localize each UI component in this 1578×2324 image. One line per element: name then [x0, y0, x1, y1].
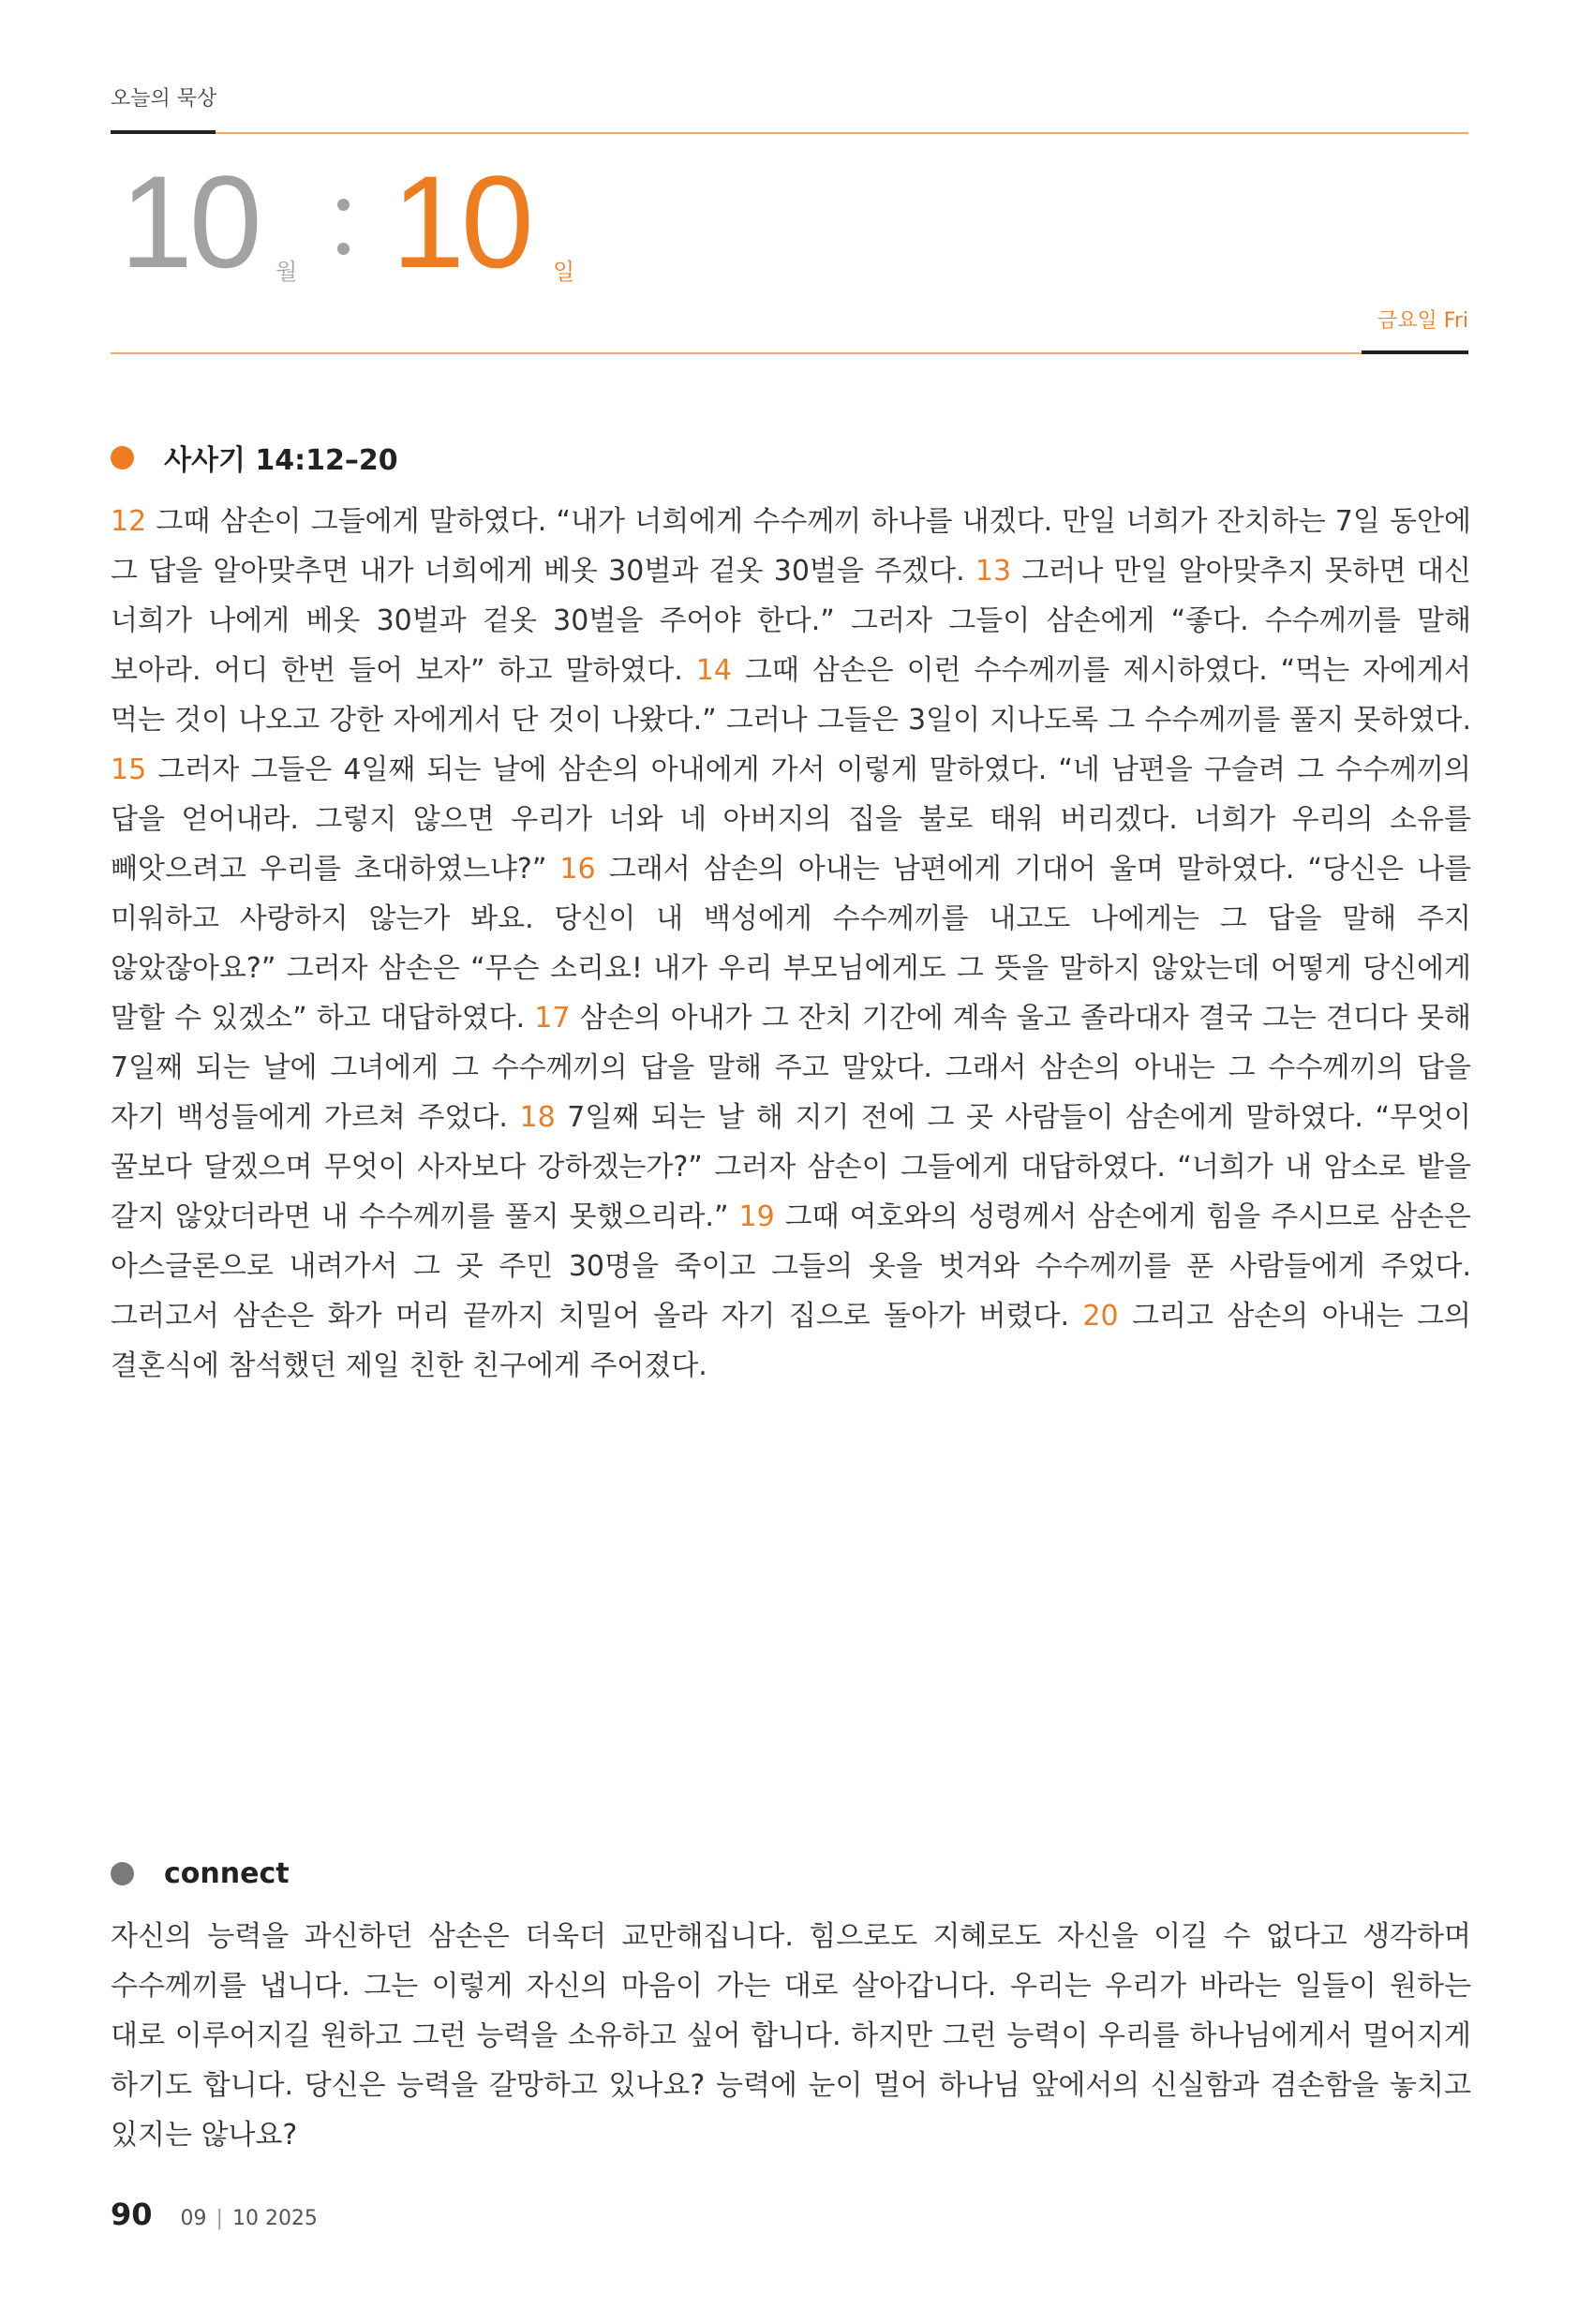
verse-text: 그러나 만일 알아맞추지 못하면 대신 너희가 나에게 베옷 30벌과 겉옷 30벌을 주어야 한다.” 그러자 그들이 삼손에게 “좋다. 수수께끼를 말해 보아라. 어디 한번 들어 보자” 하고 말하였다. — [111, 555, 1471, 687]
month-number: 10 — [120, 148, 259, 295]
verse-number: 16 — [559, 853, 596, 886]
passage-text — [111, 497, 1471, 1391]
header-top-rule-accent — [111, 130, 216, 134]
verse-number: 12 — [111, 505, 147, 538]
verse-text: 그때 삼손이 그들에게 말하였다. “내가 너희에게 수수께끼 하나를 내겠다. 만일 너희가 잔치하는 7일 동안에 그 답을 알아맞추면 내가 너희에게 베옷 30벌과 겉옷 30벌을 주겠다. — [111, 505, 1471, 588]
page-number: 90 — [111, 2197, 153, 2232]
gray-bullet-icon — [111, 1862, 134, 1885]
verse-text: 그래서 삼손의 아내는 남편에게 기대어 울며 말하였다. “당신은 나를 미워하고 사랑하지 않는가 봐요. 당신이 내 백성에게 수수께끼를 내고도 나에게는 그 답을 말해 주지 않았잖아요?” 그러자 삼손은 “무슨 소리요! 내가 우리 부모님에게도 그 뜻을 말하지 않았는데 어떻게 당신에게 말할 수 있겠소” 하고 대답하였다. — [111, 853, 1471, 1035]
orange-bullet-icon — [111, 446, 134, 469]
verse-number: 17 — [534, 1002, 571, 1035]
verse-number: 15 — [111, 753, 147, 786]
issue-rest: 10 2025 — [231, 2207, 318, 2230]
month-unit: 월 — [275, 259, 298, 285]
section-label: 오늘의 묵상 — [111, 87, 217, 111]
page-footer — [111, 2197, 318, 2232]
verse-number: 13 — [975, 555, 1012, 588]
connect-text: 자신의 능력을 과신하던 삼손은 더욱더 교만해집니다. 힘으로도 지혜로도 자신을 이길 수 없다고 생각하며 수수께끼를 냅니다. 그는 이렇게 자신의 마음이 가는 대로 살아갑니다. 우리는 우리가 바라는 일들이 원하는 대로 이루어지길 원하고 그런 능력을 소유하고 싶어 합니다. 하지만 그런 능력이 우리를 하나님에게서 멀어지게 하기도 합니다. 당신은 능력을 갈망하고 있나요? 능력에 눈이 멀어 하나님 앞에서의 신실함과 겸손함을 놓치고 있지는 않나요? — [111, 1920, 1471, 2152]
issue-label — [181, 2207, 318, 2230]
colon-dot-top — [337, 199, 350, 211]
verse-text: 삼손의 아내가 그 잔치 기간에 계속 울고 졸라대자 결국 그는 견디다 못해 7일째 되는 날에 그녀에게 그 수수께끼의 답을 말해 주고 말았다. 그래서 삼손의 아내는 그 수수께끼의 답을 자기 백성들에게 가르쳐 주었다. — [111, 1002, 1471, 1134]
verse-number: 14 — [695, 654, 732, 687]
day-number: 10 — [392, 148, 530, 295]
verse-text: 그리고 삼손의 아내는 그의 결혼식에 참석했던 제일 친한 친구에게 주어졌다. — [111, 1300, 1471, 1382]
passage-heading — [111, 437, 398, 478]
connect-heading — [111, 1857, 290, 1890]
verse-text: 7일째 되는 날 해 지기 전에 그 곳 사람들이 삼손에게 말하였다. “무엇이 꿀보다 달겠으며 무엇이 사자보다 강하겠는가?” 그러자 삼손이 그들에게 대답하였다. “너희가 내 암소로 밭을 갈지 않았더라면 내 수수께끼를 풀지 못했으리라.” — [111, 1101, 1472, 1233]
issue-month: 09 — [180, 2207, 207, 2230]
verse-text: 그때 삼손은 이런 수수께끼를 제시하였다. “먹는 자에게서 먹는 것이 나오고 강한 자에게서 단 것이 나왔다.” 그러나 그들은 3일이 지나도록 그 수수께끼를 풀지 못하였다. — [111, 654, 1471, 737]
day-unit: 일 — [553, 259, 575, 285]
passage-title: 사사기 14:12–20 — [164, 444, 398, 477]
verse-text: 그때 여호와의 성령께서 삼손에게 힘을 주시므로 삼손은 아스글론으로 내려가서 그 곳 주민 30명을 죽이고 그들의 옷을 벗겨와 수수께끼를 푼 사람들에게 주었다. 그러고서 삼손은 화가 머리 끝까지 치밀어 올라 자기 집으로 돌아가 버렸다. — [111, 1200, 1471, 1333]
header-bottom-rule-accent — [1362, 350, 1468, 354]
connect-title: connect — [164, 1857, 290, 1890]
verse-number: 18 — [519, 1101, 556, 1134]
header-top-rule — [111, 132, 1468, 134]
header-bottom-rule — [111, 352, 1468, 354]
verse-number: 20 — [1082, 1300, 1119, 1333]
colon-dot-bottom — [337, 243, 350, 255]
verse-number: 19 — [738, 1200, 775, 1233]
verse-text: 그러자 그들은 4일째 되는 날에 삼손의 아내에게 가서 이렇게 말하였다. “네 남편을 구슬려 그 수수께끼의 답을 얻어내라. 그렇지 않으면 우리가 너와 네 아버지의 집을 불로 태워 버리겠다. 너희가 우리의 소유를 빼앗으려고 우리를 초대하였느냐?” — [111, 753, 1471, 886]
weekday-label: 금요일 Fri — [1377, 309, 1468, 333]
issue-separator: | — [216, 2207, 223, 2230]
